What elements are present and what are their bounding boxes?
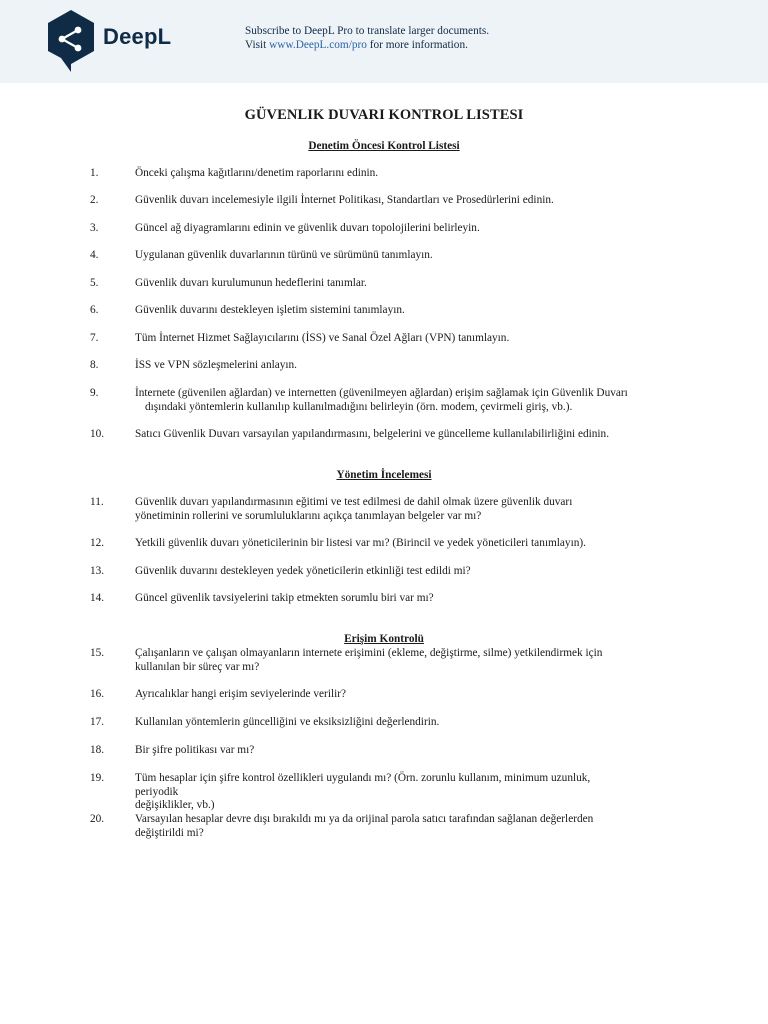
item-text-line-1: İnternete (güvenilen ağlardan) ve internetten (güvenilmeyen ağlardan) erişim sağlamak için Güvenlik Duvarı <box>135 387 628 399</box>
item-text-line-1: Çalışanların ve çalışan olmayanların internete erişimini (ekleme, değiştirme, silme) yetkilendirmek için <box>135 647 603 659</box>
item-text: Güncel güvenlik tavsiyelerini takip etmekten sorumlu biri var mı? <box>135 592 434 604</box>
item-text-line-2: kullanılan bir süreç var mı? <box>135 660 260 673</box>
item-number: 11. <box>90 496 104 508</box>
item-number: 1. <box>90 167 99 179</box>
item-text: Güvenlik duvarı incelemesiyle ilgili İnternet Politikası, Standartları ve Prosedürlerini edinin. <box>135 194 554 206</box>
item-number: 16. <box>90 688 105 700</box>
item-text: Kullanılan yöntemlerin güncelliğini ve eksiksizliğini değerlendirin. <box>135 716 440 728</box>
item-text <box>135 813 635 840</box>
section-heading-management-review: Yönetim İncelemesi <box>336 469 432 481</box>
item-text: İSS ve VPN sözleşmelerini anlayın. <box>135 359 298 371</box>
item-number: 10. <box>90 428 105 440</box>
item-text-line-2: yönetiminin rollerini ve sorumluluklarını açıkça tanımlayan belgeler var mı? <box>135 509 482 522</box>
section-heading-access-control: Erişim Kontrolü <box>344 633 424 645</box>
item-text: Uygulanan güvenlik duvarlarının türünü ve sürümünü tanımlayın. <box>135 249 433 261</box>
document-title: GÜVENLIK DUVARI KONTROL LISTESI <box>244 107 524 123</box>
item-number: 4. <box>90 249 99 261</box>
item-number: 14. <box>90 592 105 604</box>
item-text: Tüm İnternet Hizmet Sağlayıcılarını (İSS) ve Sanal Özel Ağları (VPN) tanımlayın. <box>135 332 510 344</box>
item-number: 12. <box>90 537 105 549</box>
item-number: 8. <box>90 359 99 371</box>
item-number: 15. <box>90 647 105 659</box>
deepl-banner <box>0 0 768 83</box>
promo-line-2 <box>245 39 489 53</box>
deepl-pro-link[interactable]: www.DeepL.com/pro <box>269 38 367 51</box>
item-number: 2. <box>90 194 99 206</box>
promo-visit-text: Visit <box>245 38 270 51</box>
item-text-line-2: değişiklikler, vb.) <box>135 799 215 812</box>
deepl-logo-text: DeepL <box>103 24 172 49</box>
item-text: Bir şifre politikası var mı? <box>135 744 255 756</box>
item-text <box>135 772 635 813</box>
item-text <box>135 647 635 674</box>
item-text: Güvenlik duvarı kurulumunun hedeflerini tanımlar. <box>135 277 367 289</box>
item-text-line-1: Varsayılan hesaplar devre dışı bırakıldı mı ya da orijinal parola satıcı tarafından sağlanan değerlerden <box>135 813 594 825</box>
item-number: 18. <box>90 744 105 756</box>
section-heading-pre-audit: Denetim Öncesi Kontrol Listesi <box>308 140 460 152</box>
item-text-line-2: dışındaki yöntemlerin kullanılıp kullanılmadığını belirleyin (örn. modem, çevirmeli giriş, vb.). <box>145 400 573 413</box>
item-text: Yetkili güvenlik duvarı yöneticilerinin bir listesi var mı? (Birincil ve yedek yöneticileri tanımlayın). <box>135 537 586 549</box>
promo-suffix-text: for more information. <box>366 38 468 51</box>
item-text: Güvenlik duvarını destekleyen işletim sistemini tanımlayın. <box>135 304 405 316</box>
item-number: 6. <box>90 304 99 316</box>
item-number: 13. <box>90 565 105 577</box>
deepl-logo-icon[interactable] <box>46 9 96 73</box>
item-text: Önceki çalışma kağıtlarını/denetim raporlarını edinin. <box>135 167 379 179</box>
item-number: 5. <box>90 277 99 289</box>
item-text: Satıcı Güvenlik Duvarı varsayılan yapılandırmasını, belgelerini ve güncelleme kullanılabilirliğini edinin. <box>135 428 610 440</box>
promo-message <box>245 25 489 52</box>
item-text-line-2: değiştirildi mi? <box>135 826 204 839</box>
item-text <box>135 387 633 414</box>
item-text: Güvenlik duvarını destekleyen yedek yöneticilerin etkinliği test edildi mi? <box>135 565 471 577</box>
promo-line-1: Subscribe to DeepL Pro to translate larger documents. <box>245 25 490 37</box>
item-number: 17. <box>90 716 105 728</box>
item-text: Ayrıcalıklar hangi erişim seviyelerinde verilir? <box>135 688 347 700</box>
item-text-line-1: Güvenlik duvarı yapılandırmasının eğitimi ve test edilmesi de dahil olmak üzere güvenlik duvarı <box>135 496 573 508</box>
item-number: 19. <box>90 772 105 784</box>
item-text <box>135 496 635 523</box>
item-number: 7. <box>90 332 99 344</box>
item-number: 3. <box>90 222 99 234</box>
item-text: Güncel ağ diyagramlarını edinin ve güvenlik duvarı topolojilerini belirleyin. <box>135 222 480 234</box>
item-number: 20. <box>90 813 105 825</box>
item-text-line-1: Tüm hesaplar için şifre kontrol özellikleri uygulandı mı? (Örn. zorunlu kullanım, minimum uzunluk, periyodik <box>135 772 591 798</box>
item-number: 9. <box>90 387 99 399</box>
